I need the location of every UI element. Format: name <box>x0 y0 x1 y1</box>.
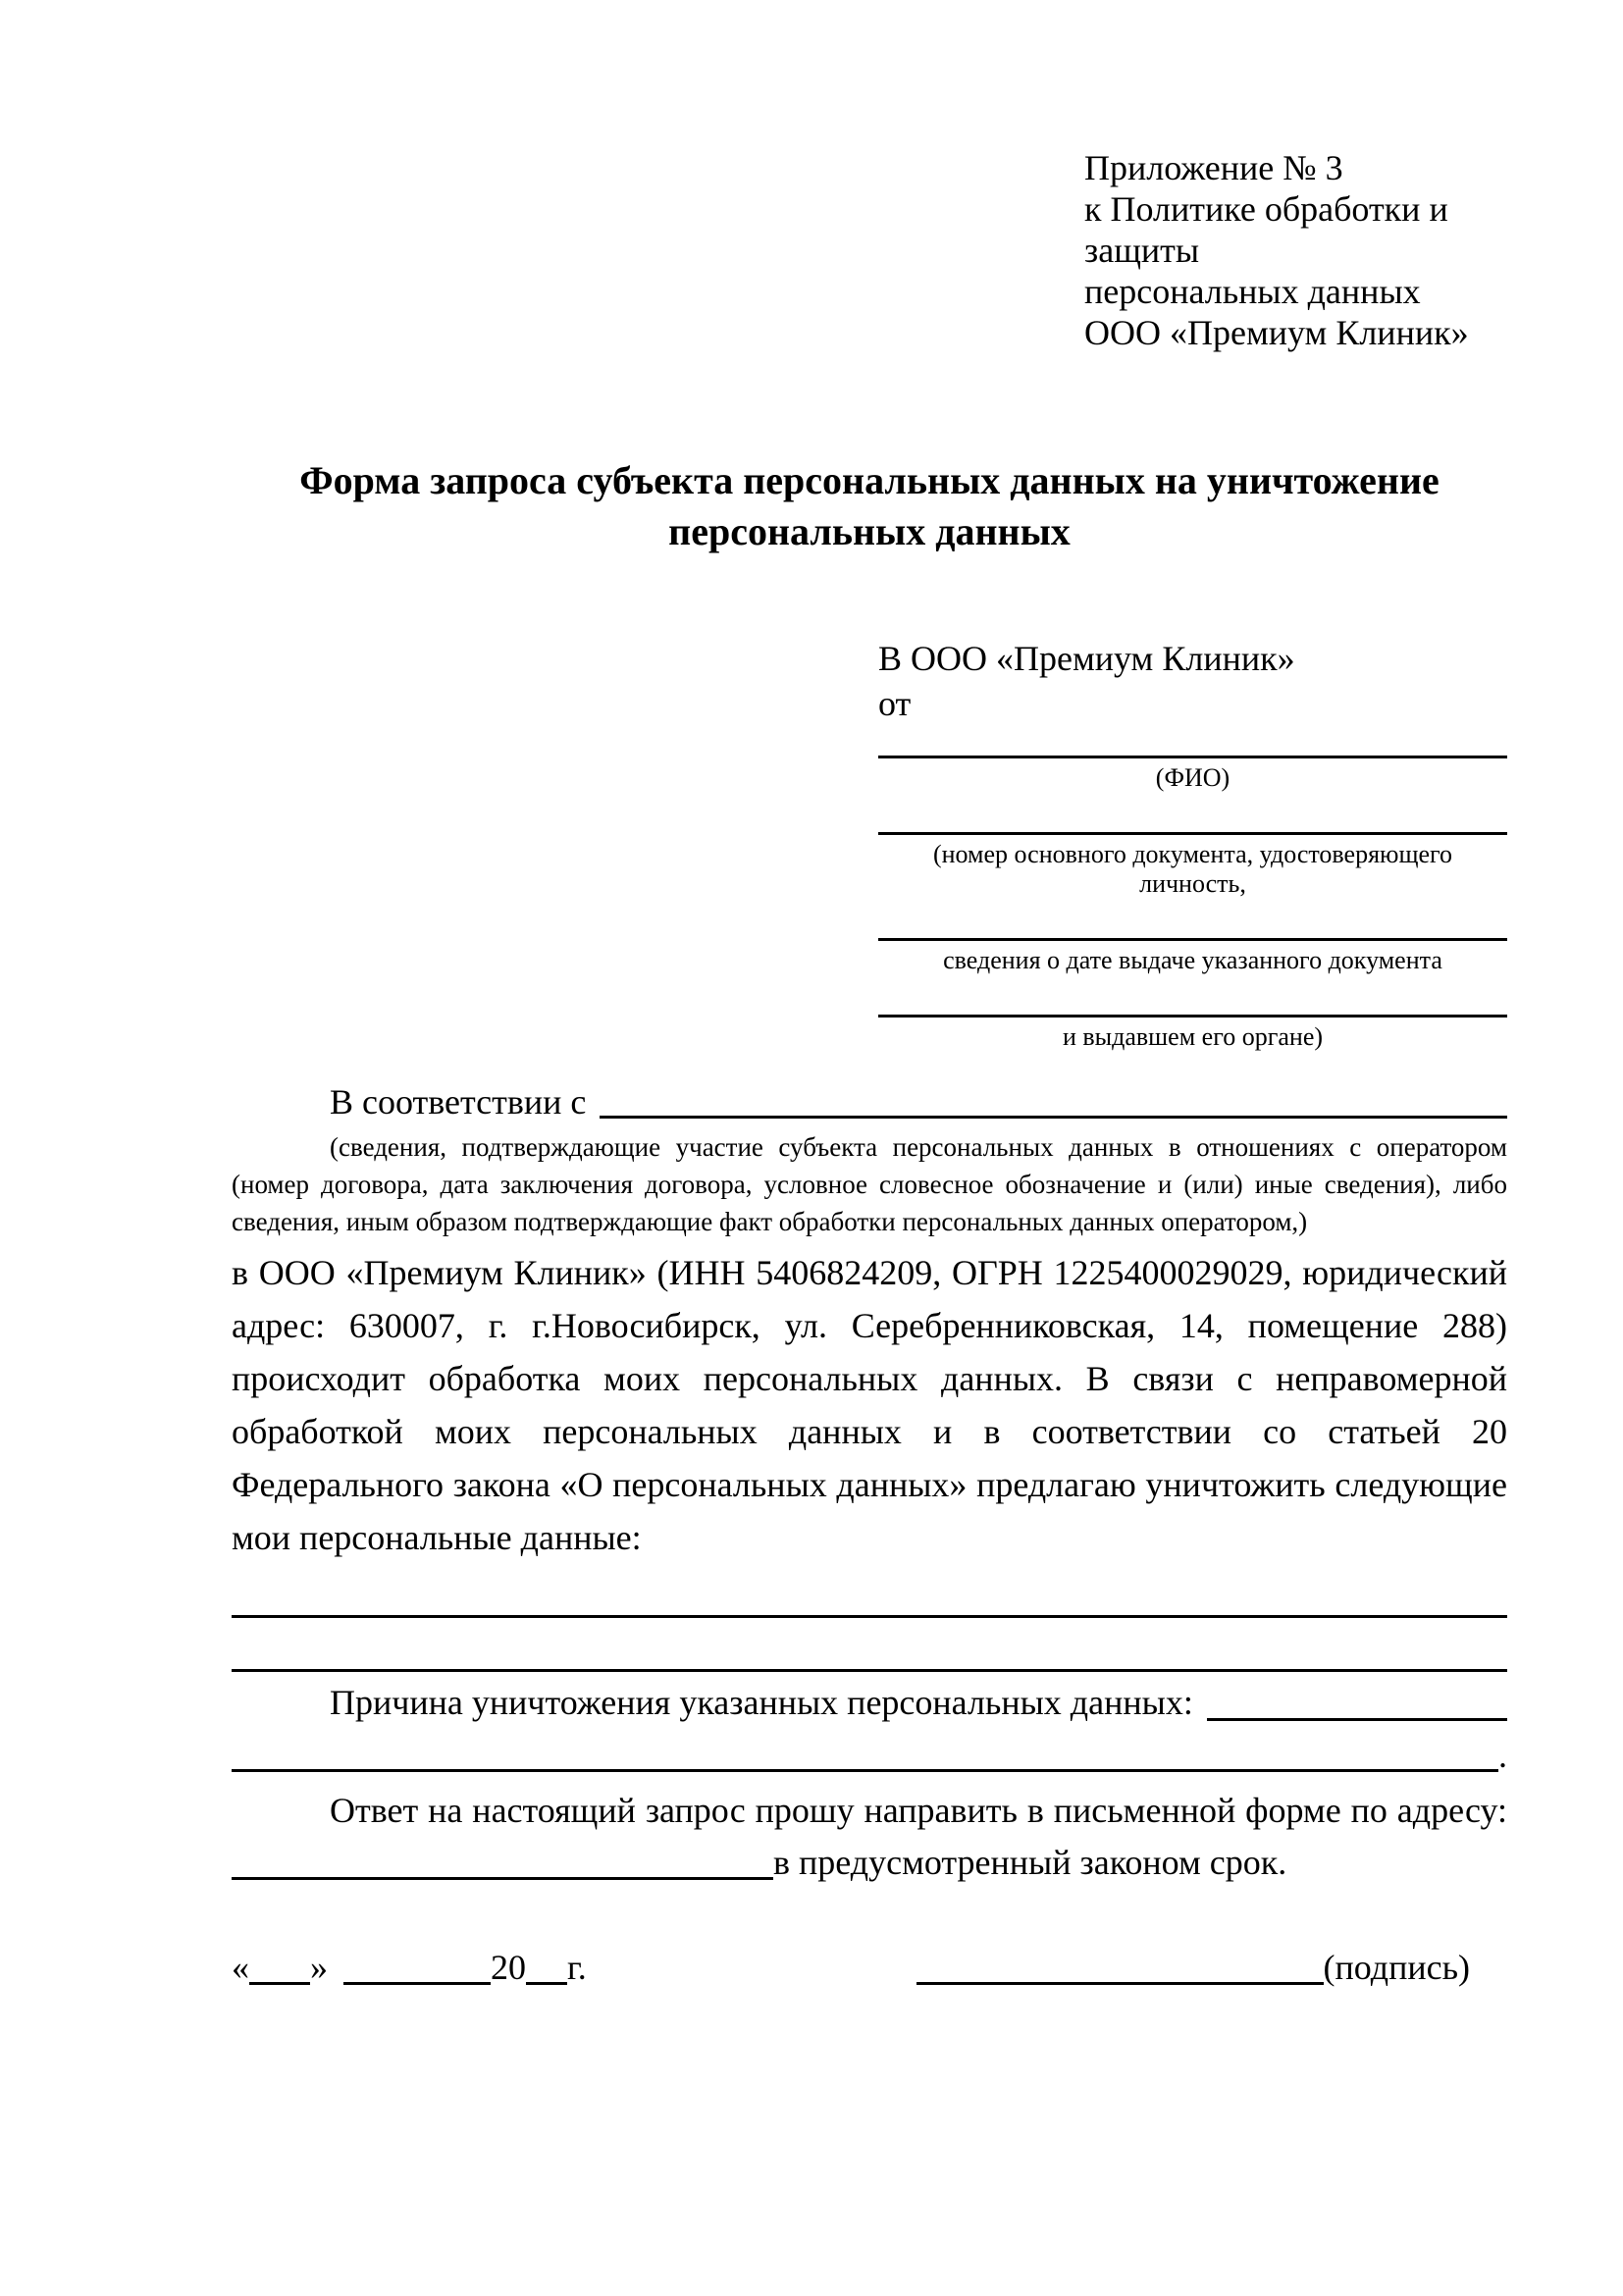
day-blank-line <box>249 1982 310 1985</box>
appendix-block <box>1084 147 1507 353</box>
signature-field <box>916 1943 1470 1992</box>
issuing-authority-caption: и выдавшем его органе) <box>1062 1022 1324 1051</box>
date-open-quote: « <box>232 1948 249 1987</box>
reason-label: Причина уничтожения указанных персональных данных: <box>330 1683 1193 1722</box>
appendix-line-4: ООО «Премиум Клиник» <box>1084 313 1469 352</box>
personal-data-blank-line-1 <box>232 1564 1507 1618</box>
trailing-period: . <box>1498 1736 1507 1775</box>
appendix-line-3: персональных данных <box>1084 272 1421 311</box>
response-term-line <box>232 1837 1507 1888</box>
year-prefix: 20 <box>491 1948 526 1987</box>
response-term-text: в предусмотренный законом срок. <box>773 1843 1287 1882</box>
issue-date-caption: сведения о дате выдаче указанного документа <box>943 946 1442 974</box>
date-signature-row <box>232 1943 1507 1992</box>
address-blank-line <box>232 1877 773 1880</box>
reason-blank-line <box>1207 1718 1507 1721</box>
year-blank-line <box>526 1982 567 1985</box>
id-document-blank-line <box>878 832 1507 835</box>
personal-data-blank-line-2 <box>232 1618 1507 1672</box>
accordance-prefix: В соответствии с <box>330 1082 587 1122</box>
accordance-blank-line <box>600 1116 1507 1119</box>
issuing-authority-blank-line <box>878 1015 1507 1018</box>
issue-date-field <box>878 938 1507 975</box>
signature-caption: (подпись) <box>1323 1948 1470 1987</box>
date-field <box>232 1943 587 1992</box>
page-title-line-2: персональных данных <box>668 509 1071 553</box>
fio-blank-line <box>878 756 1507 758</box>
accordance-note: (сведения, подтверждающие участие субъекта персональных данных в отношениях с оператором (номер договора, дата заключения договора, условное словесное обозначение и (или) иные сведения), либо сведения, иным образом подтверждающие факт обработки персональных данных оператором,) <box>232 1132 1507 1236</box>
year-suffix: г. <box>567 1948 587 1987</box>
id-document-number-field <box>878 832 1507 899</box>
reason-blank-line-2 <box>232 1769 1498 1772</box>
issuing-authority-field <box>878 1015 1507 1052</box>
main-paragraph: в ООО «Премиум Клиник» (ИНН 5406824209, ОГРН 1225400029029, юридический адрес: 630007, г. г.Новосибирск, ул. Серебренниковская, 14, помещение 288) происходит обработка моих персональных данных. В связи с неправомерной обработкой моих персональных данных и в соответствии со статьей 20 Федерального закона «О персональных данных» предлагаю уничтожить следующие мои персональные данные: <box>232 1253 1507 1557</box>
addressee-block <box>878 636 1507 1052</box>
appendix-line-1: Приложение № 3 <box>1084 148 1343 187</box>
page-title <box>232 455 1507 557</box>
addressee-to: В ООО «Премиум Клиник» <box>878 639 1295 678</box>
addressee-from-label: от <box>878 684 912 723</box>
fio-field <box>878 756 1507 793</box>
fio-caption: (ФИО) <box>1155 763 1230 792</box>
month-blank-line <box>343 1982 491 1985</box>
reason-line <box>232 1676 1507 1729</box>
date-close-quote: » <box>310 1948 328 1987</box>
response-request-line: Ответ на настоящий запрос прошу направить в письменной форме по адресу: <box>330 1791 1507 1830</box>
appendix-line-2: к Политике обработки и защиты <box>1084 189 1448 270</box>
page-title-line-1: Форма запроса субъекта персональных данных на уничтожение <box>299 458 1440 502</box>
id-document-caption: (номер основного документа, удостоверяющего личность, <box>932 840 1453 898</box>
issue-date-blank-line <box>878 938 1507 941</box>
signature-blank-line <box>916 1982 1324 1985</box>
accordance-line <box>232 1077 1507 1126</box>
reason-continuation-line <box>232 1729 1507 1780</box>
